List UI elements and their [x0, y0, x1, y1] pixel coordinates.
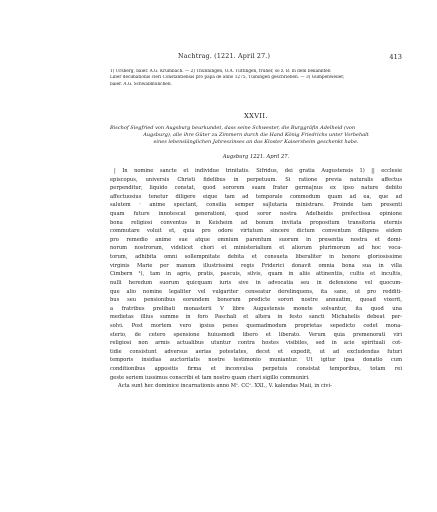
- section-number: XXVII.: [244, 112, 268, 120]
- charter-line: pro remedio anime sue atque omnium parentum suorum in presentia nostra et domi-: [110, 236, 402, 243]
- charter-line: sterio, de cetero spensione huiusmodi libero et liberato. Verum quia premenorati viri: [110, 331, 402, 338]
- footnote-line: 1) Ursberg, baier. A.G. Krumbach. — 2) Thunningen, O.A. Tuttingen, früher, so z. B. in dem bekannten: [110, 69, 331, 74]
- charter-line: commutare voluit et, quia pro odore virtutum sincere dictum conventum diligens eidem: [110, 228, 402, 235]
- charter-line: quam future innotescat generationi, quod soror nostra Adelheidis prefectissa opinione: [110, 211, 402, 218]
- charter-line: Cimbern ¹), tam in agris, pratis, pascuis, silvis, quam in aliis attinentiis, cultis et incultis,: [110, 271, 402, 278]
- charter-line: geste seriem iussimus conscribi et tam nostro quam cheri sigillo communiri.: [110, 374, 310, 381]
- footnote-line: Liber decimationis cleri Constantiensis pro papa de anno 1275, Tuiningen geschrieben. — 3) Gumpenweiler,: [110, 75, 345, 81]
- charter-line: Acta sunt hec dominice incarnationis anno Mᵒ. CCᵒ. XXI., V. kalendas Maii, in civi-: [118, 383, 332, 390]
- footnote-line: baier. A.G. Schwabmünchen.: [110, 81, 172, 87]
- charter-line: perpenditur, liquido constat, quod sororem suam frater germa|nus ex ipso nature debito: [110, 185, 402, 192]
- regest-line: Augsburg), alle ihre Güter zu Zimmern durch die Hand König Friedrichs unter Vorbehalt: [143, 132, 369, 138]
- running-title: Nachtrag. (1221. April 27.): [178, 53, 271, 60]
- charter-line: norum nostrorum, videlicet chori et ministerialium et aliorum plurimorum ad hoc voca-: [110, 245, 402, 252]
- charter-line: episcopus, universis Christi fidelibus in perpetuum. Si ratione previa naturalis affectus: [110, 176, 402, 183]
- charter-line: a fratribus prelibati monasterii V libre Augustensis monete solvantur, ita quod una: [110, 305, 402, 312]
- charter-line: salutem · anime spectant, consilia semper sa|lutaria ministrare. Proinde tam presenti: [110, 202, 402, 209]
- regest-line: eines lebenslänglichen Jahreszinses an das Kloster Kaisersheim geschenkt habe.: [153, 139, 359, 145]
- charter-line: virginis Marie per manum illustrissimi regis Friderici donavit omnia bona sua in villa: [110, 262, 402, 269]
- charter-line: que alio nomine legaliter vel vulgariter censeatur derelinquens, ita sane, ut pro redditi-: [110, 288, 402, 295]
- charter-line: religiosi non armis actualibus utuntur contra hostes visibiles, sed in acie spirituali cot-: [110, 340, 402, 347]
- page-number: 413: [389, 53, 402, 61]
- charter-text: [110, 167, 402, 391]
- charter-line: affectuosius tenetur diligere eique tam ad temporale commodum quam ad ea, que ad: [110, 193, 402, 200]
- charter-line: tidie consistunt adversus aerias potestates, decet et expedit, ut ad excludendas futuri: [110, 348, 402, 355]
- charter-line: solvi. Post mortem vero ipsius penes quemadmodum proprietas sepedicto cedet mona-: [110, 322, 402, 329]
- charter-line: temporis insidias auctoritatis nostre testimonio muniantur. Ut igitur ipsa donatio cum: [110, 357, 402, 364]
- charter-dateline: Augsburg 1221. April 27.: [222, 154, 290, 160]
- charter-line: nulli heredum suorum quicquam iuris sive in advocatia seu in defensione vel quocum-: [110, 279, 402, 286]
- charter-line: conditionibus appositis firma et inconvulsa perpetuis consistat temporibus, totam rei: [110, 366, 402, 373]
- regest-summary: [110, 125, 402, 146]
- regest-line: Bischof Siegfried von Augsburg beurkundet, dass seine Schwester, die Burggräfin Adelheid (von: [110, 125, 356, 131]
- charter-line: bona religiosi conventus in Keisheim ad bonum invitata propositum transitoria eternis: [110, 219, 402, 226]
- page-header: [110, 53, 402, 65]
- charter-line: bus seu pensionibus eorundem bonorum predicte sorori nostre annuatim, quoad vixerit,: [110, 297, 402, 304]
- charter-line: medietas illius summe in foro Paschali et altera in festo sancti Michahelis debeat per-: [110, 314, 402, 321]
- charter-line: torum, adhibita omni sollempnitate debita et consueta liberaliter in honore gloriosissime: [110, 254, 402, 261]
- charter-line: | In nomine sancte et individue trinitatis. Sifridus, dei gratia Augustensis 1) || ecclesie: [114, 168, 402, 174]
- footnotes: [110, 69, 402, 88]
